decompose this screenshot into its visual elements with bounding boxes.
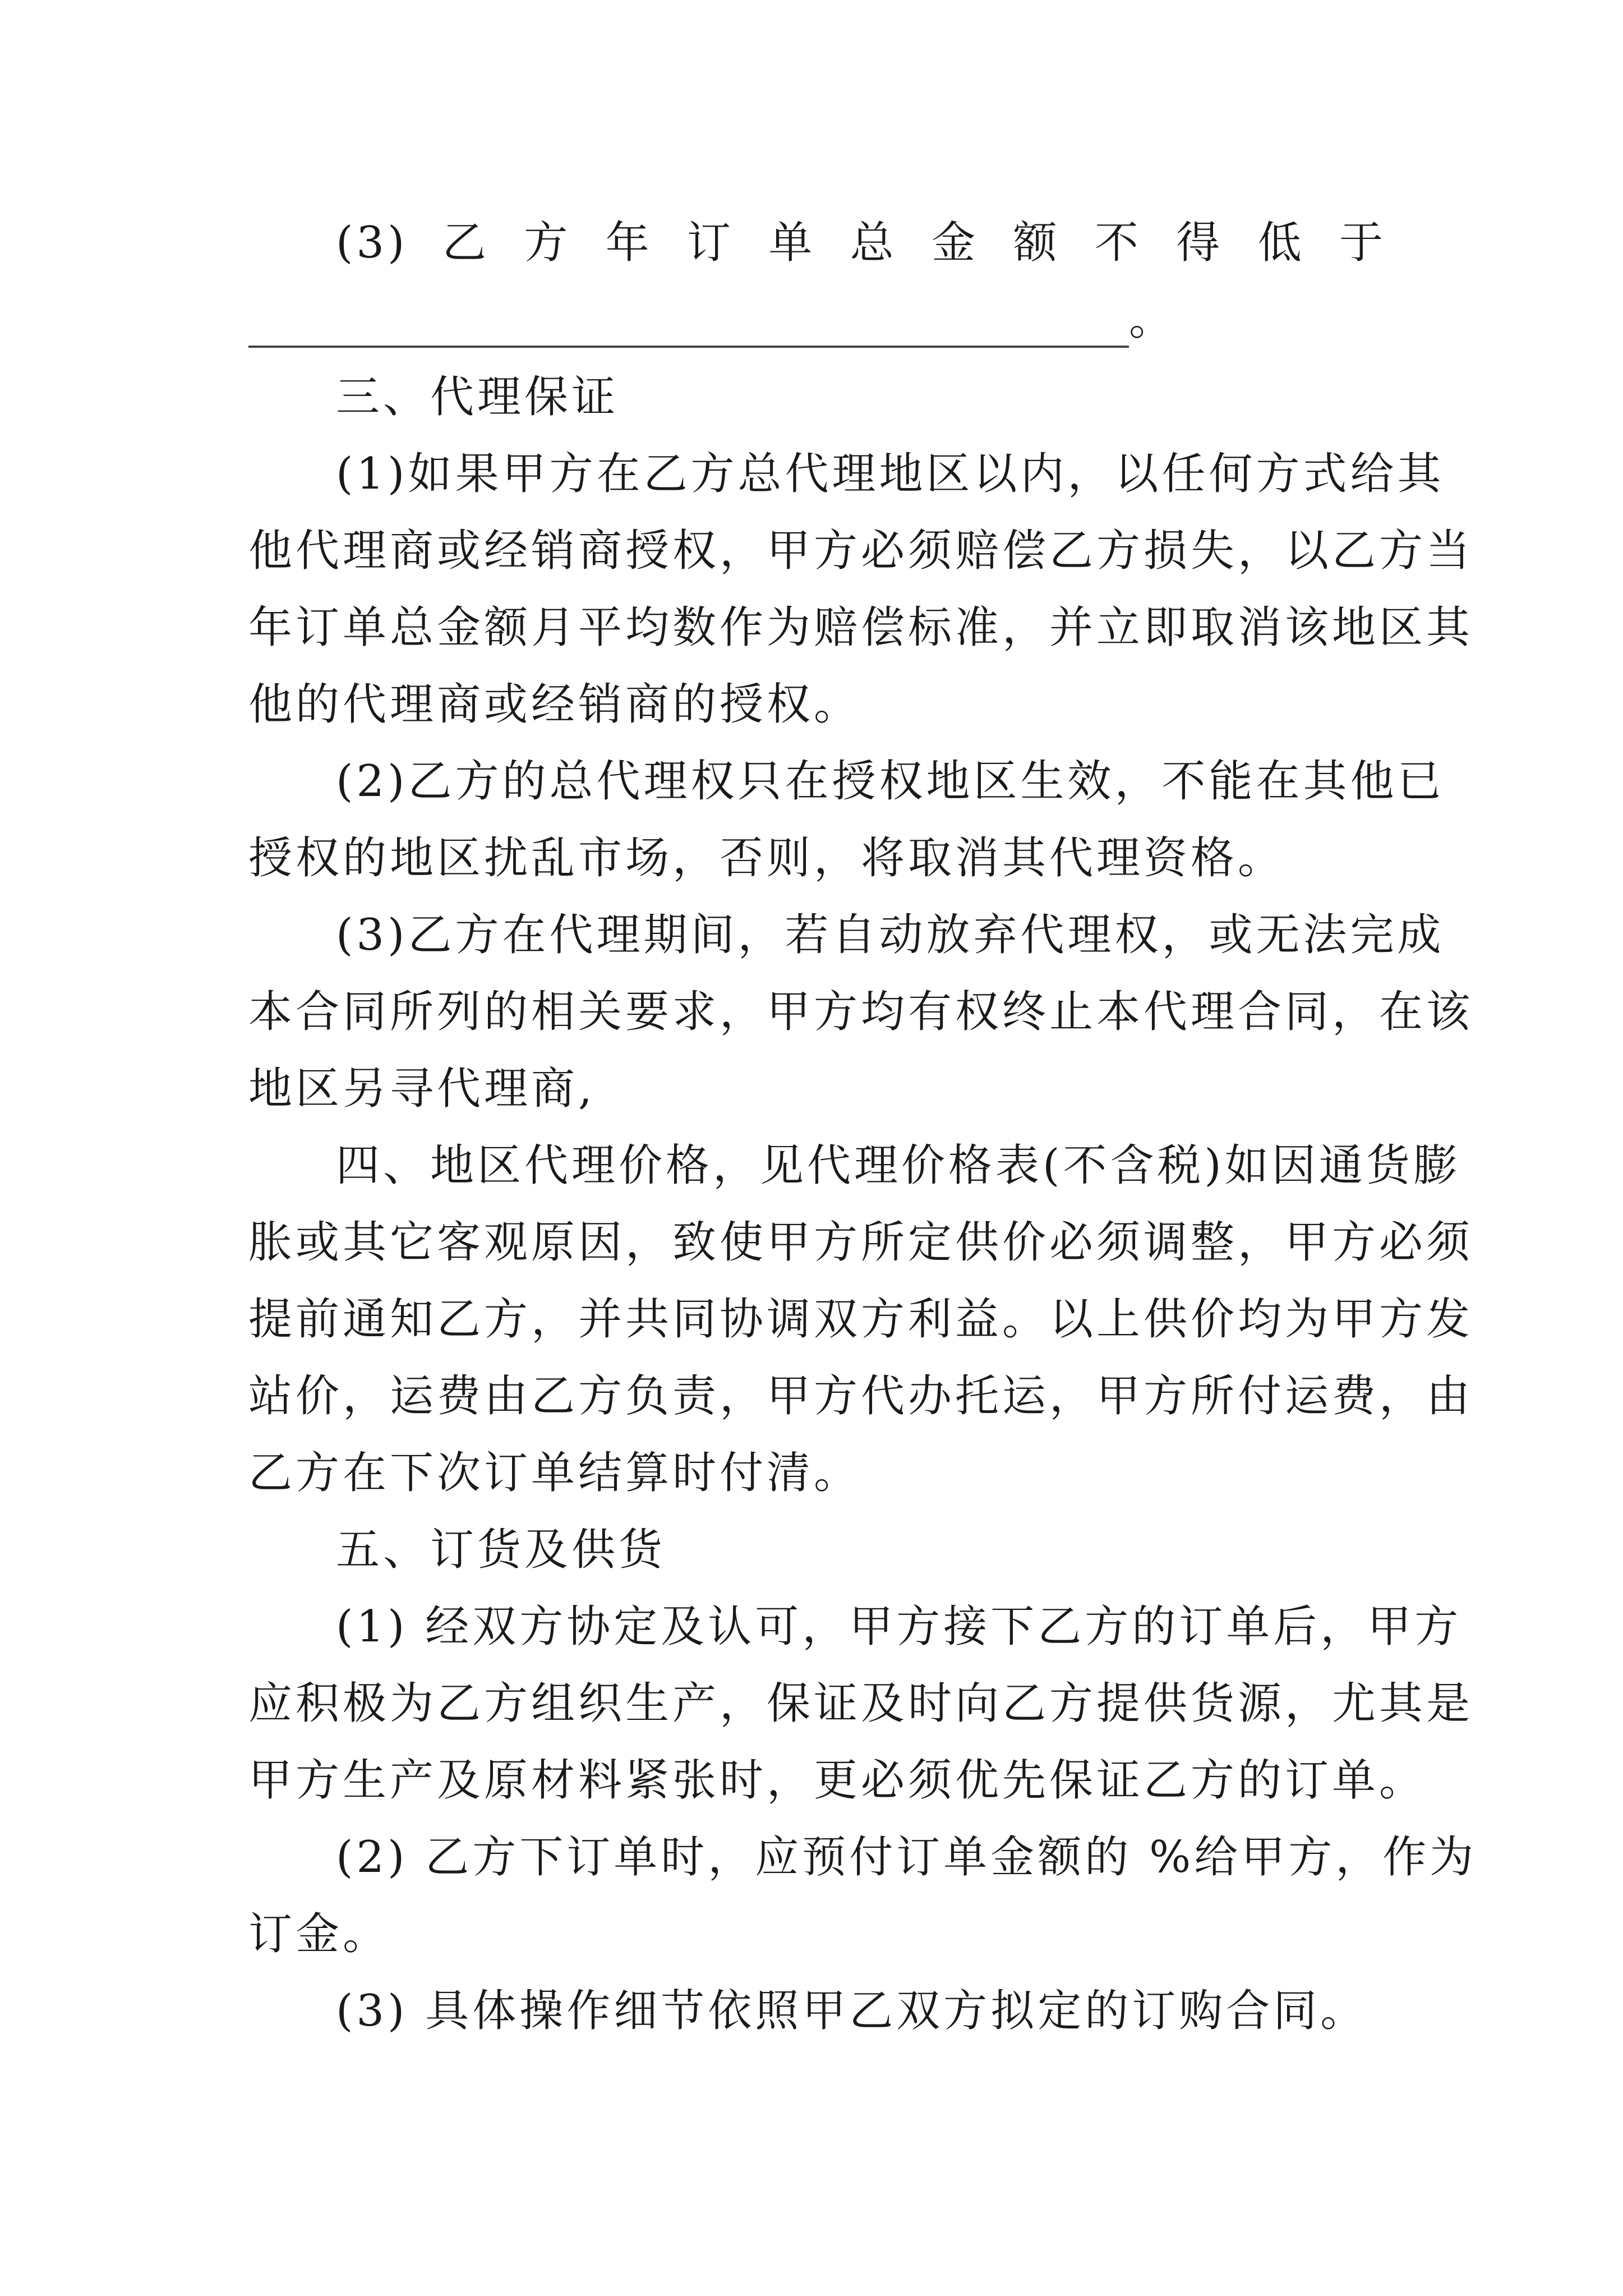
paragraph-line: 授权的地区扰乱市场，否则，将取消其代理资格。 — [248, 833, 1285, 884]
paragraph-line: 甲方生产及原材料紧张时，更必须优先保证乙方的订单。 — [248, 1755, 1427, 1806]
paragraph-line: 地区另寻代理商, — [248, 1064, 596, 1114]
section-heading-3: 三、代理保证 — [336, 372, 619, 422]
paragraph-line: 胀或其它客观原因，致使甲方所定供价必须调整，甲方必须 — [248, 1217, 1474, 1268]
paragraph-line: 订金。 — [248, 1909, 390, 1959]
paragraph-line: 年订单总金额月平均数作为赔偿标准，并立即取消该地区其 — [248, 602, 1474, 653]
paragraph-line: (3)乙方在代理期间，若自动放弃代理权，或无法完成 — [336, 910, 1445, 960]
spread-char: 于 — [1339, 218, 1386, 268]
spread-char: 订 — [686, 218, 734, 268]
spread-char: 不 — [1094, 218, 1142, 268]
spread-char: 乙 — [442, 218, 490, 268]
paragraph-line: (1)如果甲方在乙方总代理地区以内，以任何方式给其 — [336, 449, 1445, 499]
spread-char: 得 — [1176, 218, 1224, 268]
spread-char: 年 — [605, 218, 653, 268]
spread-char: 方 — [524, 218, 571, 268]
paragraph-line: 本合同所列的相关要求，甲方均有权终止本代理合同，在该 — [248, 987, 1474, 1037]
fill-in-blank — [248, 311, 1129, 348]
paragraph-line: 应积极为乙方组织生产，保证及时向乙方提供货源，尤其是 — [248, 1678, 1474, 1729]
paragraph-line: (3) 具体操作细节依照甲乙双方拟定的订购合同。 — [336, 1986, 1368, 2036]
spread-char: 额 — [1013, 218, 1061, 268]
paragraph-line: 乙方在下次订单结算时付清。 — [248, 1448, 861, 1498]
paragraph-line: (2)乙方的总代理权只在授权地区生效，不能在其他已 — [336, 756, 1445, 807]
clause-2-3-amount-line — [336, 215, 1386, 271]
paragraph-line: (2) 乙方下订单时，应预付订单金额的 %给甲方，作为 — [336, 1832, 1477, 1883]
spread-char: 总 — [850, 218, 897, 268]
spread-char: 金 — [932, 218, 979, 268]
spread-char: 低 — [1257, 218, 1305, 268]
paragraph-line: 提前通知乙方，并共同协调双方利益。以上供价均为甲方发 — [248, 1294, 1474, 1345]
amount-blank-row — [248, 292, 1386, 348]
paragraph-line: (1) 经双方协定及认可，甲方接下乙方的订单后，甲方 — [336, 1602, 1462, 1652]
period-mark: 。 — [1129, 295, 1177, 345]
section-heading-5: 五、订货及供货 — [336, 1525, 666, 1575]
section-heading-4: 四、地区代理价格，见代理价格表(不含税)如因通货膨 — [336, 1140, 1460, 1191]
paragraph-line: 他的代理商或经销商的授权。 — [248, 679, 861, 730]
paragraph-line: 他代理商或经销商授权，甲方必须赔偿乙方损失，以乙方当 — [248, 526, 1474, 576]
spread-char: 单 — [768, 218, 816, 268]
paragraph-line: 站价，运费由乙方负责，甲方代办托运，甲方所付运费，由 — [248, 1371, 1474, 1421]
clause-number: (3) — [336, 218, 408, 268]
